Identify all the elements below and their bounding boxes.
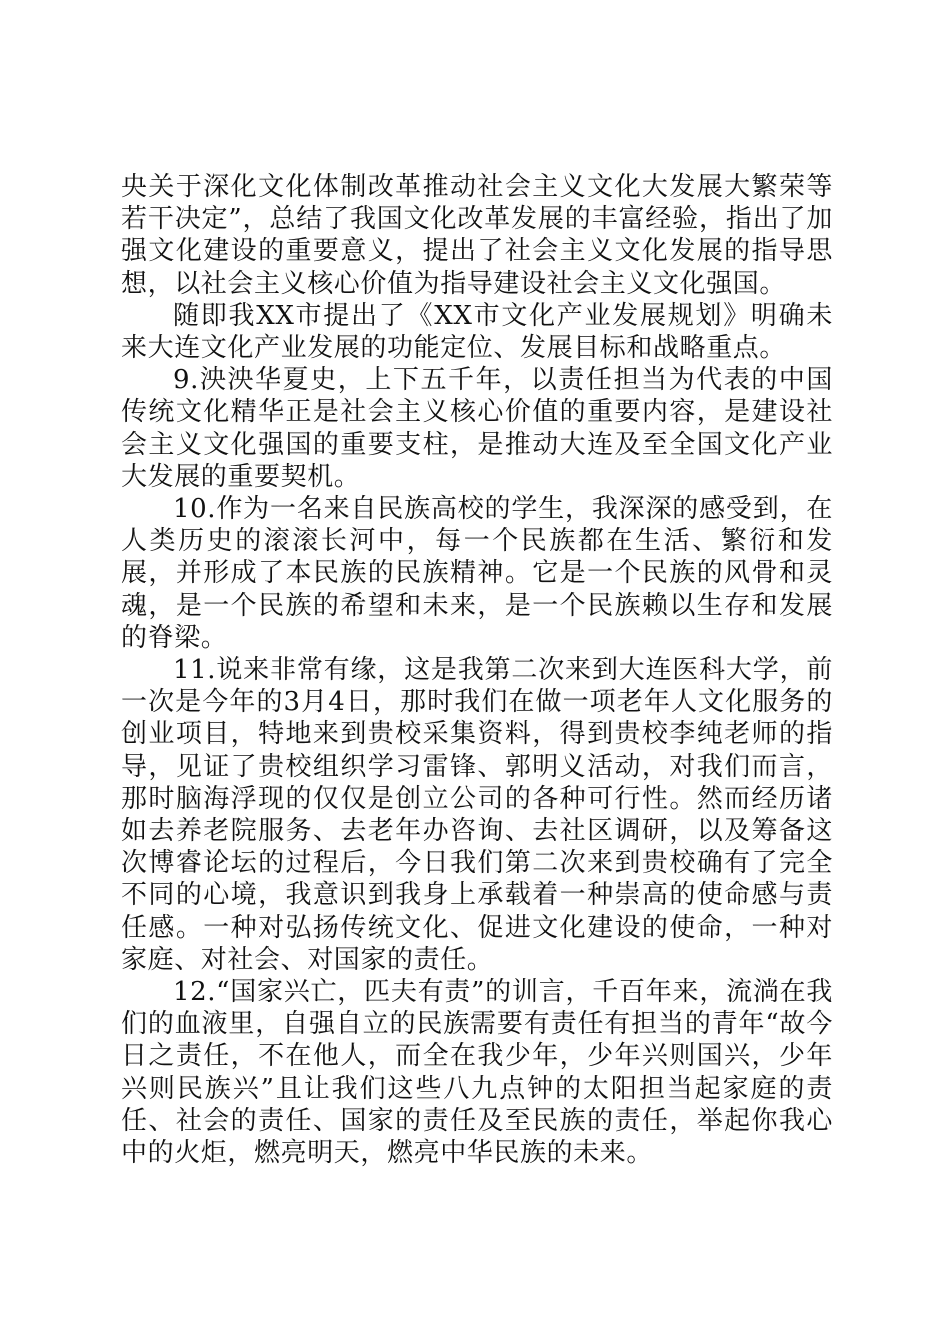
paragraph-11: 11.说来非常有缘，这是我第二次来到大连医科大学，前一次是今年的3月4日，那时我们在做一项老年人文化服务的创业项目，特地来到贵校采集资料，得到贵校李纯老师的指导，见证了贵校组织学习雷锋、郭明义活动，对我们而言，那时脑海浮现的仅仅是创立公司的各种可行性。然而经历诸如去养老院服务、去老年办咨询、去社区调研，以及筹备这次博睿论坛的过程后，今日我们第二次来到贵校确有了完全不同的心境，我意识到我身上承载着一种崇高的使命感与责任感。一种对弘扬传统文化、促进文化建设的使命，一种对家庭、对社会、对国家的责任。 xyxy=(121,655,833,975)
paragraph-continuation: 央关于深化文化体制改革推动社会主义文化大发展大繁荣等若干决定”，总结了我国文化改革发展的丰富经验，指出了加强文化建设的重要意义，提出了社会主义文化发展的指导思想，以社会主义核心价值为指导建设社会主义文化强国。 xyxy=(121,172,833,299)
paragraph-9: 9.泱泱华夏史，上下五千年，以责任担当为代表的中国传统文化精华正是社会主义核心价值的重要内容，是建设社会主义文化强国的重要支柱，是推动大连及至全国文化产业大发展的重要契机。 xyxy=(121,365,833,492)
paragraph-12: 12.“国家兴亡，匹夫有责”的训言，千百年来，流淌在我们的血液里，自强自立的民族需要有责任有担当的青年“故今日之责任，不在他人，而全在我少年，少年兴则国兴，少年兴则民族兴”且让我们这些八九点钟的太阳担当起家庭的责任、社会的责任、国家的责任及至民族的责任，举起你我心中的火炬，燃亮明天，燃亮中华民族的未来。 xyxy=(121,977,833,1169)
paragraph-plan: 随即我XX市提出了《XX市文化产业发展规划》明确未来大连文化产业发展的功能定位、发展目标和战略重点。 xyxy=(121,300,833,364)
paragraph-10: 10.作为一名来自民族高校的学生，我深深的感受到，在人类历史的滚滚长河中，每一个民族都在生活、繁衍和发展，并形成了本民族的民族精神。它是一个民族的风骨和灵魂，是一个民族的希望和未来，是一个民族赖以生存和发展的脊梁。 xyxy=(121,494,833,653)
document-body xyxy=(121,171,833,1169)
